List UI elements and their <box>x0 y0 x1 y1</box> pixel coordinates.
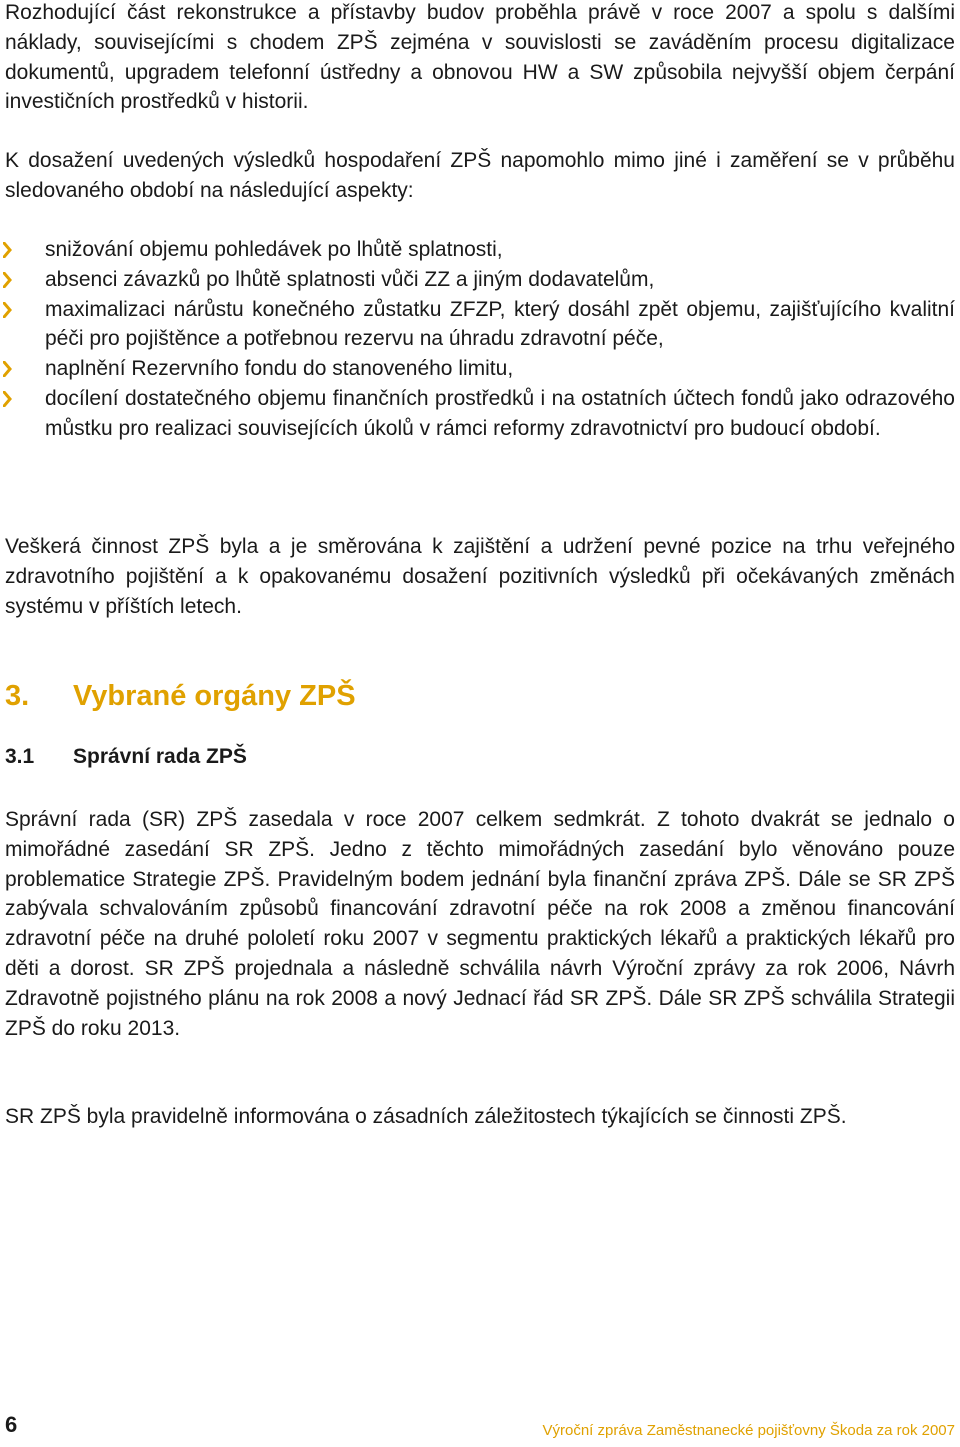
section-title: Vybrané orgány ZPŠ <box>73 680 356 712</box>
list-item <box>5 295 955 355</box>
list-item-text: snižování objemu pohledávek po lhůtě splatnosti, <box>45 238 503 261</box>
board-meetings-paragraph: Správní rada (SR) ZPŠ zasedala v roce 2007 celkem sedmkrát. Z tohoto dvakrát se jednalo o mimořádné zasedání SR ZPŠ. Jedno z těchto mimořádných zasedání bylo věnováno pouze problematice Strategie ZPŠ. Pravidelným bodem jednání byla finanční zpráva ZPŠ. Dále se SR ZPŠ zabývala schvalováním způsobů financování zdravotní péče na rok 2008 a změnou financování zdravotní péče na druhé pololetí roku 2007 v segmentu praktických lékařů a praktických lékařů pro děti a dorost. SR ZPŠ projednala a následně schválila návrh Výroční zprávy za rok 2006, Návrh Zdravotně pojistného plánu na rok 2008 a nový Jednací řád SR ZPŠ. Dále SR ZPŠ schválila Strategii ZPŠ do roku 2013. <box>5 808 955 1040</box>
bullet-chevron-icon <box>3 242 13 258</box>
subsection-heading <box>5 745 247 769</box>
list-item-text: maximalizaci nárůstu konečného zůstatku ZFZP, který dosáhl zpět objemu, zajišťujícího kvalitní péči pro pojištěnce a potřebnou rezervu na úhradu zdravotní péče, <box>45 297 955 351</box>
subsection-number: 3.1 <box>5 745 35 768</box>
bullet-chevron-icon <box>3 302 13 318</box>
aspects-list <box>5 235 955 444</box>
page-number: 6 <box>5 1412 18 1437</box>
footer-report-title: Výroční zpráva Zaměstnanecké pojišťovny Škoda za rok 2007 <box>542 1422 955 1439</box>
bullet-chevron-icon <box>3 361 13 377</box>
board-informed-paragraph: SR ZPŠ byla pravidelně informována o zásadních záležitostech týkajících se činnosti ZPŠ. <box>5 1105 847 1128</box>
list-item <box>5 265 955 295</box>
list-item <box>5 354 955 384</box>
page-footer <box>5 1412 955 1442</box>
subsection-title: Správní rada ZPŠ <box>73 745 247 768</box>
section-number: 3. <box>5 680 30 712</box>
section-heading <box>5 680 356 713</box>
list-item <box>5 384 955 444</box>
list-item <box>5 235 955 265</box>
list-item-text: absenci závazků po lhůtě splatnosti vůči ZZ a jiným dodavatelům, <box>45 267 655 291</box>
list-item-text: naplnění Rezervního fondu do stanoveného limitu, <box>45 357 514 381</box>
list-item-text: docílení dostatečného objemu finančních prostředků i na ostatních účtech fondů jako odrazového můstku pro realizaci souvisejících úkolů v rámci reformy zdravotnictví pro budoucí období. <box>45 386 955 440</box>
aspects-intro-paragraph: K dosažení uvedených výsledků hospodaření ZPŠ napomohlo mimo jiné i zaměření se v průběhu sledovaného období na následující aspekty: <box>5 149 955 202</box>
bullet-chevron-icon <box>3 391 13 407</box>
intro-paragraph: Rozhodující část rekonstrukce a přístavby budov proběhla právě v roce 2007 a spolu s dalšími náklady, souvisejícími s chodem ZPŠ zejména v souvislosti se zaváděním procesu digitalizace dokumentů, upgradem telefonní ústředny a obnovou HW a SW způsobila nejvyšší objem čerpání investičních prostředků v historii. <box>5 1 955 114</box>
activity-paragraph: Veškerá činnost ZPŠ byla a je směrována k zajištění a udržení pevné pozice na trhu veřejného zdravotního pojištění a k opakovanému dosažení pozitivních výsledků při očekávaných změnách systému v příštích letech. <box>5 535 955 618</box>
bullet-chevron-icon <box>3 272 13 288</box>
